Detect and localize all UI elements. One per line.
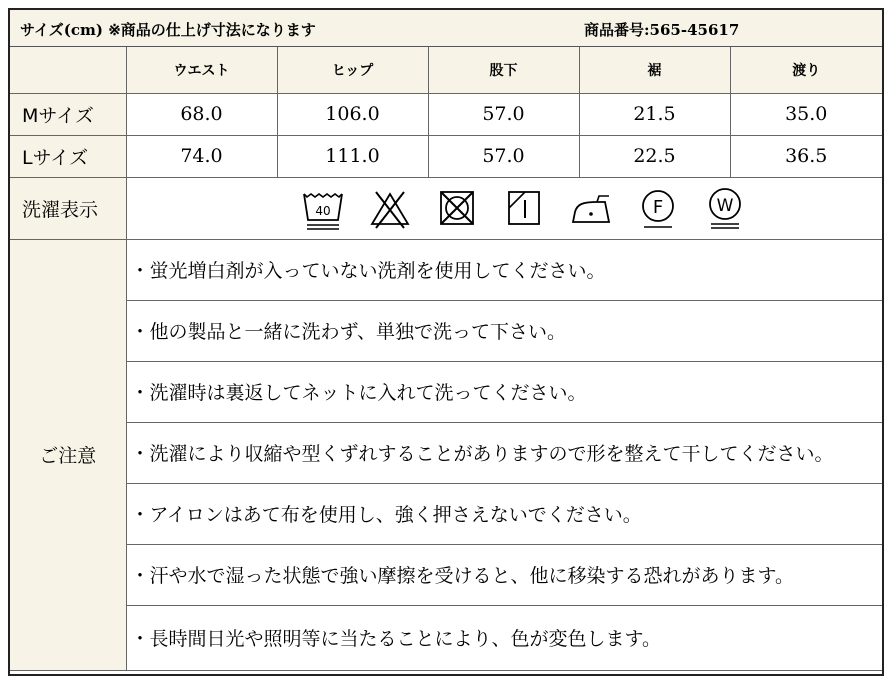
size-value: 22.5 <box>579 135 730 177</box>
size-value: 35.0 <box>730 93 882 135</box>
table-row <box>10 93 882 135</box>
size-value: 57.0 <box>428 135 579 177</box>
size-title: サイズ(cm) ※商品の仕上げ寸法になります <box>20 21 316 39</box>
line-dry-shade-icon <box>500 184 548 232</box>
size-care-table <box>10 47 882 671</box>
care-row <box>10 177 882 239</box>
table-row <box>10 135 882 177</box>
care-label: 洗濯表示 <box>10 177 126 239</box>
note-row <box>10 361 882 422</box>
column-header: ウエスト <box>126 47 277 93</box>
size-value: 68.0 <box>126 93 277 135</box>
note-row <box>10 300 882 361</box>
care-icons-cell <box>126 177 882 239</box>
note-item: ・蛍光増白剤が入っていない洗剤を使用してください。 <box>126 239 882 300</box>
size-value: 74.0 <box>126 135 277 177</box>
note-row <box>10 483 882 544</box>
dry-clean-letter: F <box>653 197 664 218</box>
column-header: 渡り <box>730 47 882 93</box>
wash-40-icon <box>299 184 347 232</box>
column-header: 股下 <box>428 47 579 93</box>
column-header-row <box>10 47 882 93</box>
column-header: 裾 <box>579 47 730 93</box>
size-value: 106.0 <box>277 93 428 135</box>
wash-temperature: 40 <box>315 204 331 218</box>
note-row <box>10 422 882 483</box>
row-label: Lサイズ <box>10 135 126 177</box>
dry-clean-f-icon <box>634 184 682 232</box>
corner-cell <box>10 47 126 93</box>
row-label: Mサイズ <box>10 93 126 135</box>
column-header: ヒップ <box>277 47 428 93</box>
note-row <box>10 239 882 300</box>
size-header <box>10 10 882 47</box>
no-tumble-dry-icon <box>433 184 481 232</box>
note-item: ・汗や水で湿った状態で強い摩擦を受けると、他に移染する恐れがあります。 <box>126 544 882 605</box>
iron-low-icon <box>567 184 615 232</box>
wet-clean-w-icon <box>701 184 749 232</box>
note-item: ・アイロンはあて布を使用し、強く押さえないでください。 <box>126 483 882 544</box>
size-value: 36.5 <box>730 135 882 177</box>
note-item: ・洗濯時は裏返してネットに入れて洗ってください。 <box>126 361 882 422</box>
note-row <box>10 605 882 670</box>
size-value: 21.5 <box>579 93 730 135</box>
no-bleach-icon <box>366 184 414 232</box>
size-value: 57.0 <box>428 93 579 135</box>
notes-label: ご注意 <box>10 239 126 670</box>
size-care-sheet <box>8 8 884 676</box>
note-item: ・長時間日光や照明等に当たることにより、色が変色します。 <box>126 605 882 670</box>
product-number: 商品番号:565-45617 <box>584 21 740 39</box>
note-row <box>10 544 882 605</box>
size-value: 111.0 <box>277 135 428 177</box>
note-item: ・他の製品と一緒に洗わず、単独で洗って下さい。 <box>126 300 882 361</box>
note-item: ・洗濯により収縮や型くずれすることがありますので形を整えて干してください。 <box>126 422 882 483</box>
wet-clean-letter: W <box>716 196 734 216</box>
